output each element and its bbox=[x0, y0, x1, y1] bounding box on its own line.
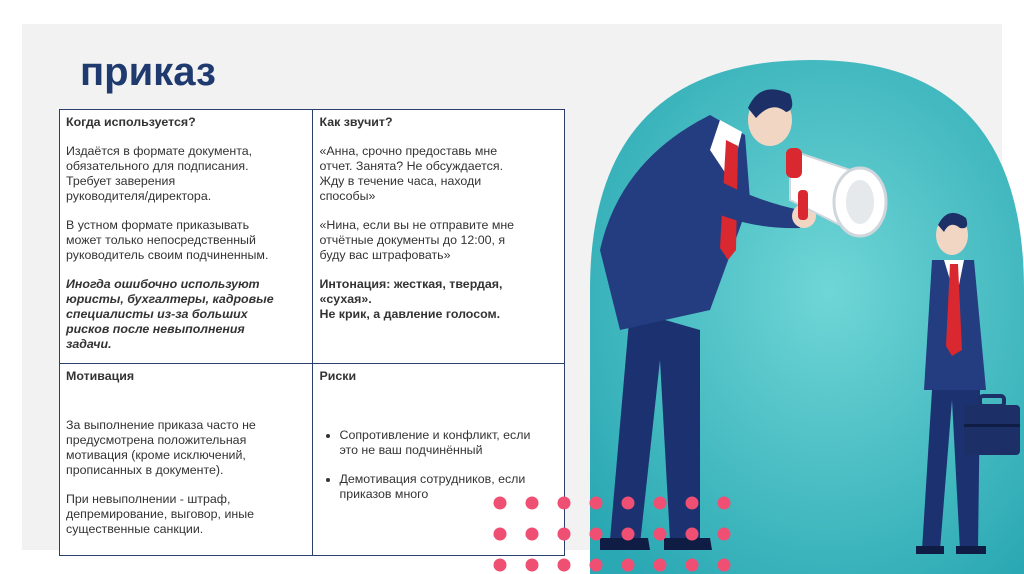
list-item: • Сопротивление и конфликт, если это не ваш подчинённый bbox=[340, 428, 559, 458]
table-row bbox=[60, 110, 565, 364]
cell-header-motivation: Мотивация bbox=[66, 369, 135, 383]
cell-how-it-sounds bbox=[312, 110, 565, 364]
risks-list bbox=[320, 428, 559, 502]
motivation-paragraph-1: За выполнение приказа часто не предусмотрена положительная мотивация (кроме исключений, прописанных в документе). bbox=[66, 418, 256, 477]
when-used-paragraph-2: В устном формате приказывать может только непосредственный руководитель своим подчиненным. bbox=[66, 218, 269, 262]
how-it-sounds-paragraph-1: «Анна, срочно предоставь мне отчет. Занята? Не обсуждается. Жду в течение часа, находи способы» bbox=[319, 144, 504, 203]
cell-when-used bbox=[60, 110, 313, 364]
comparison-table bbox=[59, 109, 565, 556]
when-used-paragraph-3: Иногда ошибочно используют юристы, бухгалтеры, кадровые специалисты из-за больших рисков после невыполнения задачи. bbox=[66, 277, 274, 351]
cell-header-how-it-sounds: Как звучит? bbox=[319, 115, 393, 129]
when-used-paragraph-1: Издаётся в формате документа, обязательного для подписания. Требует заверения руководителя/директора. bbox=[66, 144, 253, 203]
how-it-sounds-paragraph-2: «Нина, если вы не отправите мне отчётные документы до 12:00, я буду вас штрафовать» bbox=[319, 218, 515, 262]
cell-header-when-used: Когда используется? bbox=[66, 115, 196, 129]
motivation-paragraph-2: При невыполнении - штраф, депремирование, выговор, иные существенные санкции. bbox=[66, 492, 255, 536]
cell-motivation bbox=[60, 364, 313, 556]
list-item: • Демотивация сотрудников, если приказов много bbox=[340, 472, 559, 502]
slide-title: приказ bbox=[80, 50, 216, 94]
cell-header-risks: Риски bbox=[319, 369, 357, 383]
decorative-dot-grid bbox=[492, 492, 742, 574]
table-row bbox=[60, 364, 565, 556]
intonation-paragraph: Интонация: жесткая, твердая, «сухая». Не крик, а давление голосом. bbox=[319, 277, 503, 321]
